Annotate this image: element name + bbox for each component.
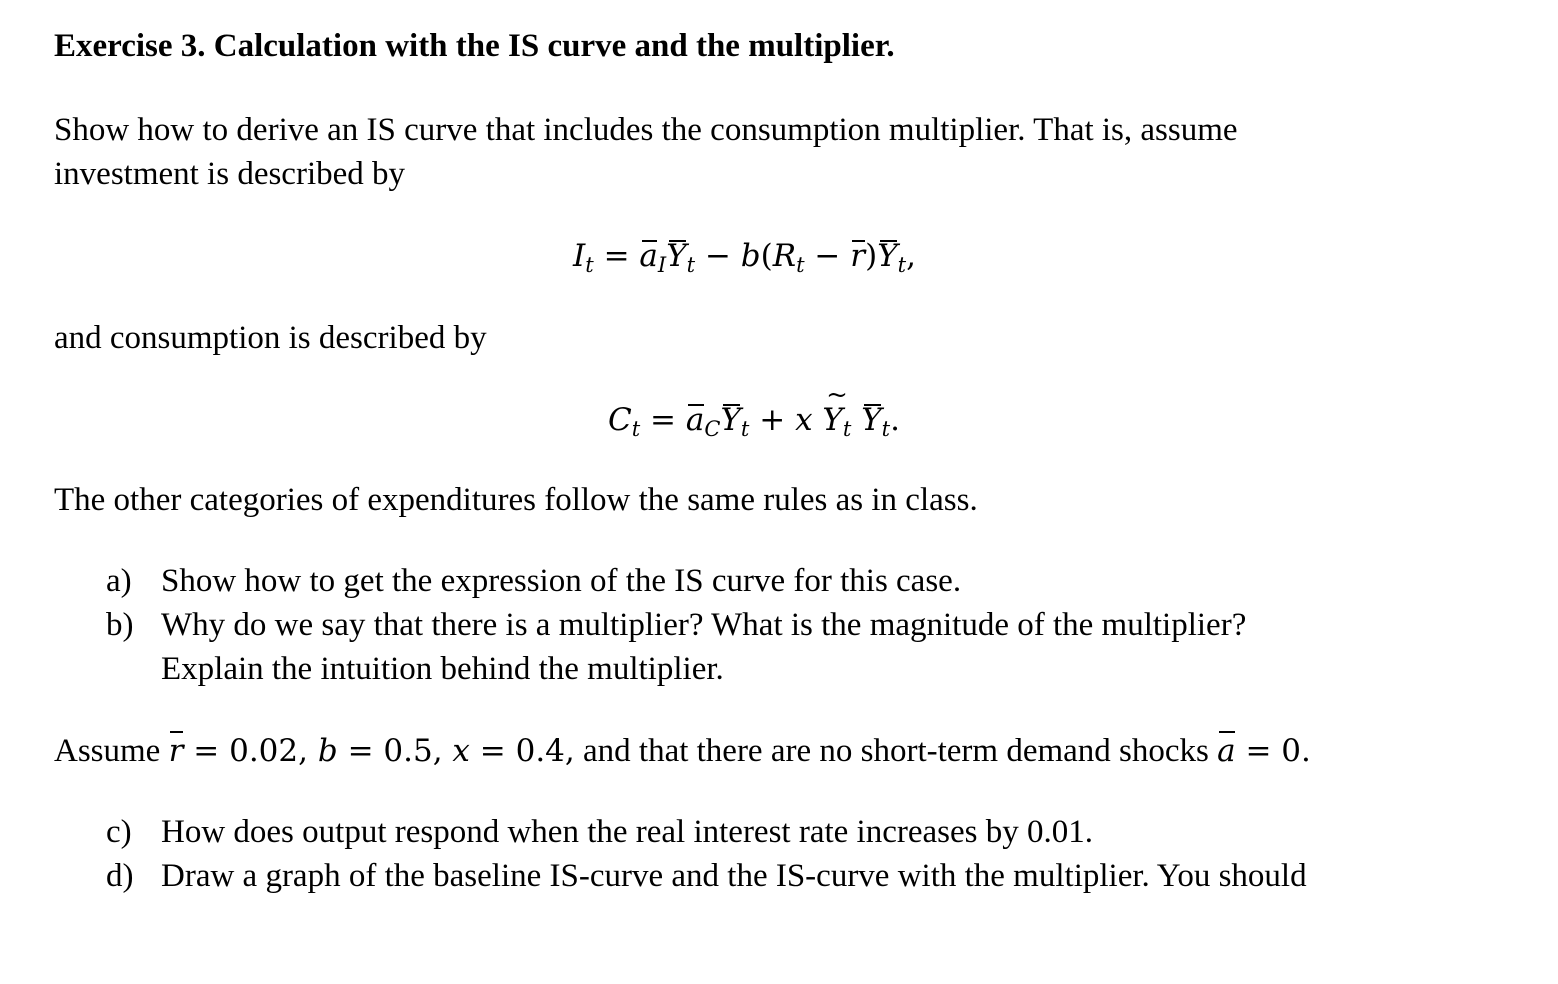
assumption-paragraph: Assume r = 0.02, b = 0.5, x = 0.4, and that there are no short-term demand shocks a = 0. bbox=[54, 729, 1311, 773]
question-d-label: d) bbox=[106, 858, 134, 894]
question-c-text: How does output respond when the real interest rate increases by 0.01. bbox=[161, 814, 1093, 850]
intro-paragraph bbox=[54, 108, 1238, 196]
assumption-x-value: 0.4, bbox=[515, 733, 575, 769]
question-d-text: Draw a graph of the baseline IS-curve and the IS-curve with the multiplier. You should bbox=[161, 858, 1307, 894]
question-c bbox=[106, 810, 1446, 854]
question-c-label: c) bbox=[106, 814, 132, 850]
intro-line-2: investment is described by bbox=[54, 156, 406, 192]
consumption-equation: $C_t = a_CY_t + x$ ~ $Y_t$ $Y_t$. bbox=[608, 402, 900, 438]
question-b bbox=[106, 603, 1406, 691]
assumption-b-value: 0.5, bbox=[383, 733, 443, 769]
consumption-intro: and consumption is described by bbox=[54, 320, 487, 356]
question-a-text: Show how to get the expression of the IS curve for this case. bbox=[161, 563, 962, 599]
other-categories-paragraph: The other categories of expenditures follow the same rules as in class. bbox=[54, 482, 978, 518]
assumption-r-value: 0.02, bbox=[229, 733, 308, 769]
assumption-prefix: Assume bbox=[54, 733, 169, 769]
exercise-title: Exercise 3. Calculation with the IS curve and the multiplier. bbox=[54, 28, 895, 64]
question-b-text-line-2: Explain the intuition behind the multiplier. bbox=[161, 651, 724, 687]
question-a bbox=[106, 559, 1406, 603]
intro-line-1: Show how to derive an IS curve that includes the consumption multiplier. That is, assume bbox=[54, 112, 1238, 148]
investment-equation: $I_t = a_IY_t - b(R_t - r)Y_t$, bbox=[573, 238, 916, 277]
assumption-a-value: 0. bbox=[1281, 733, 1311, 769]
question-a-label: a) bbox=[106, 563, 132, 599]
question-b-label: b) bbox=[106, 607, 134, 643]
assumption-middle: and that there are no short-term demand shocks bbox=[574, 733, 1218, 769]
question-d bbox=[106, 854, 1446, 898]
question-b-text-line-1: Why do we say that there is a multiplier? What is the magnitude of the multiplier? bbox=[161, 607, 1247, 643]
